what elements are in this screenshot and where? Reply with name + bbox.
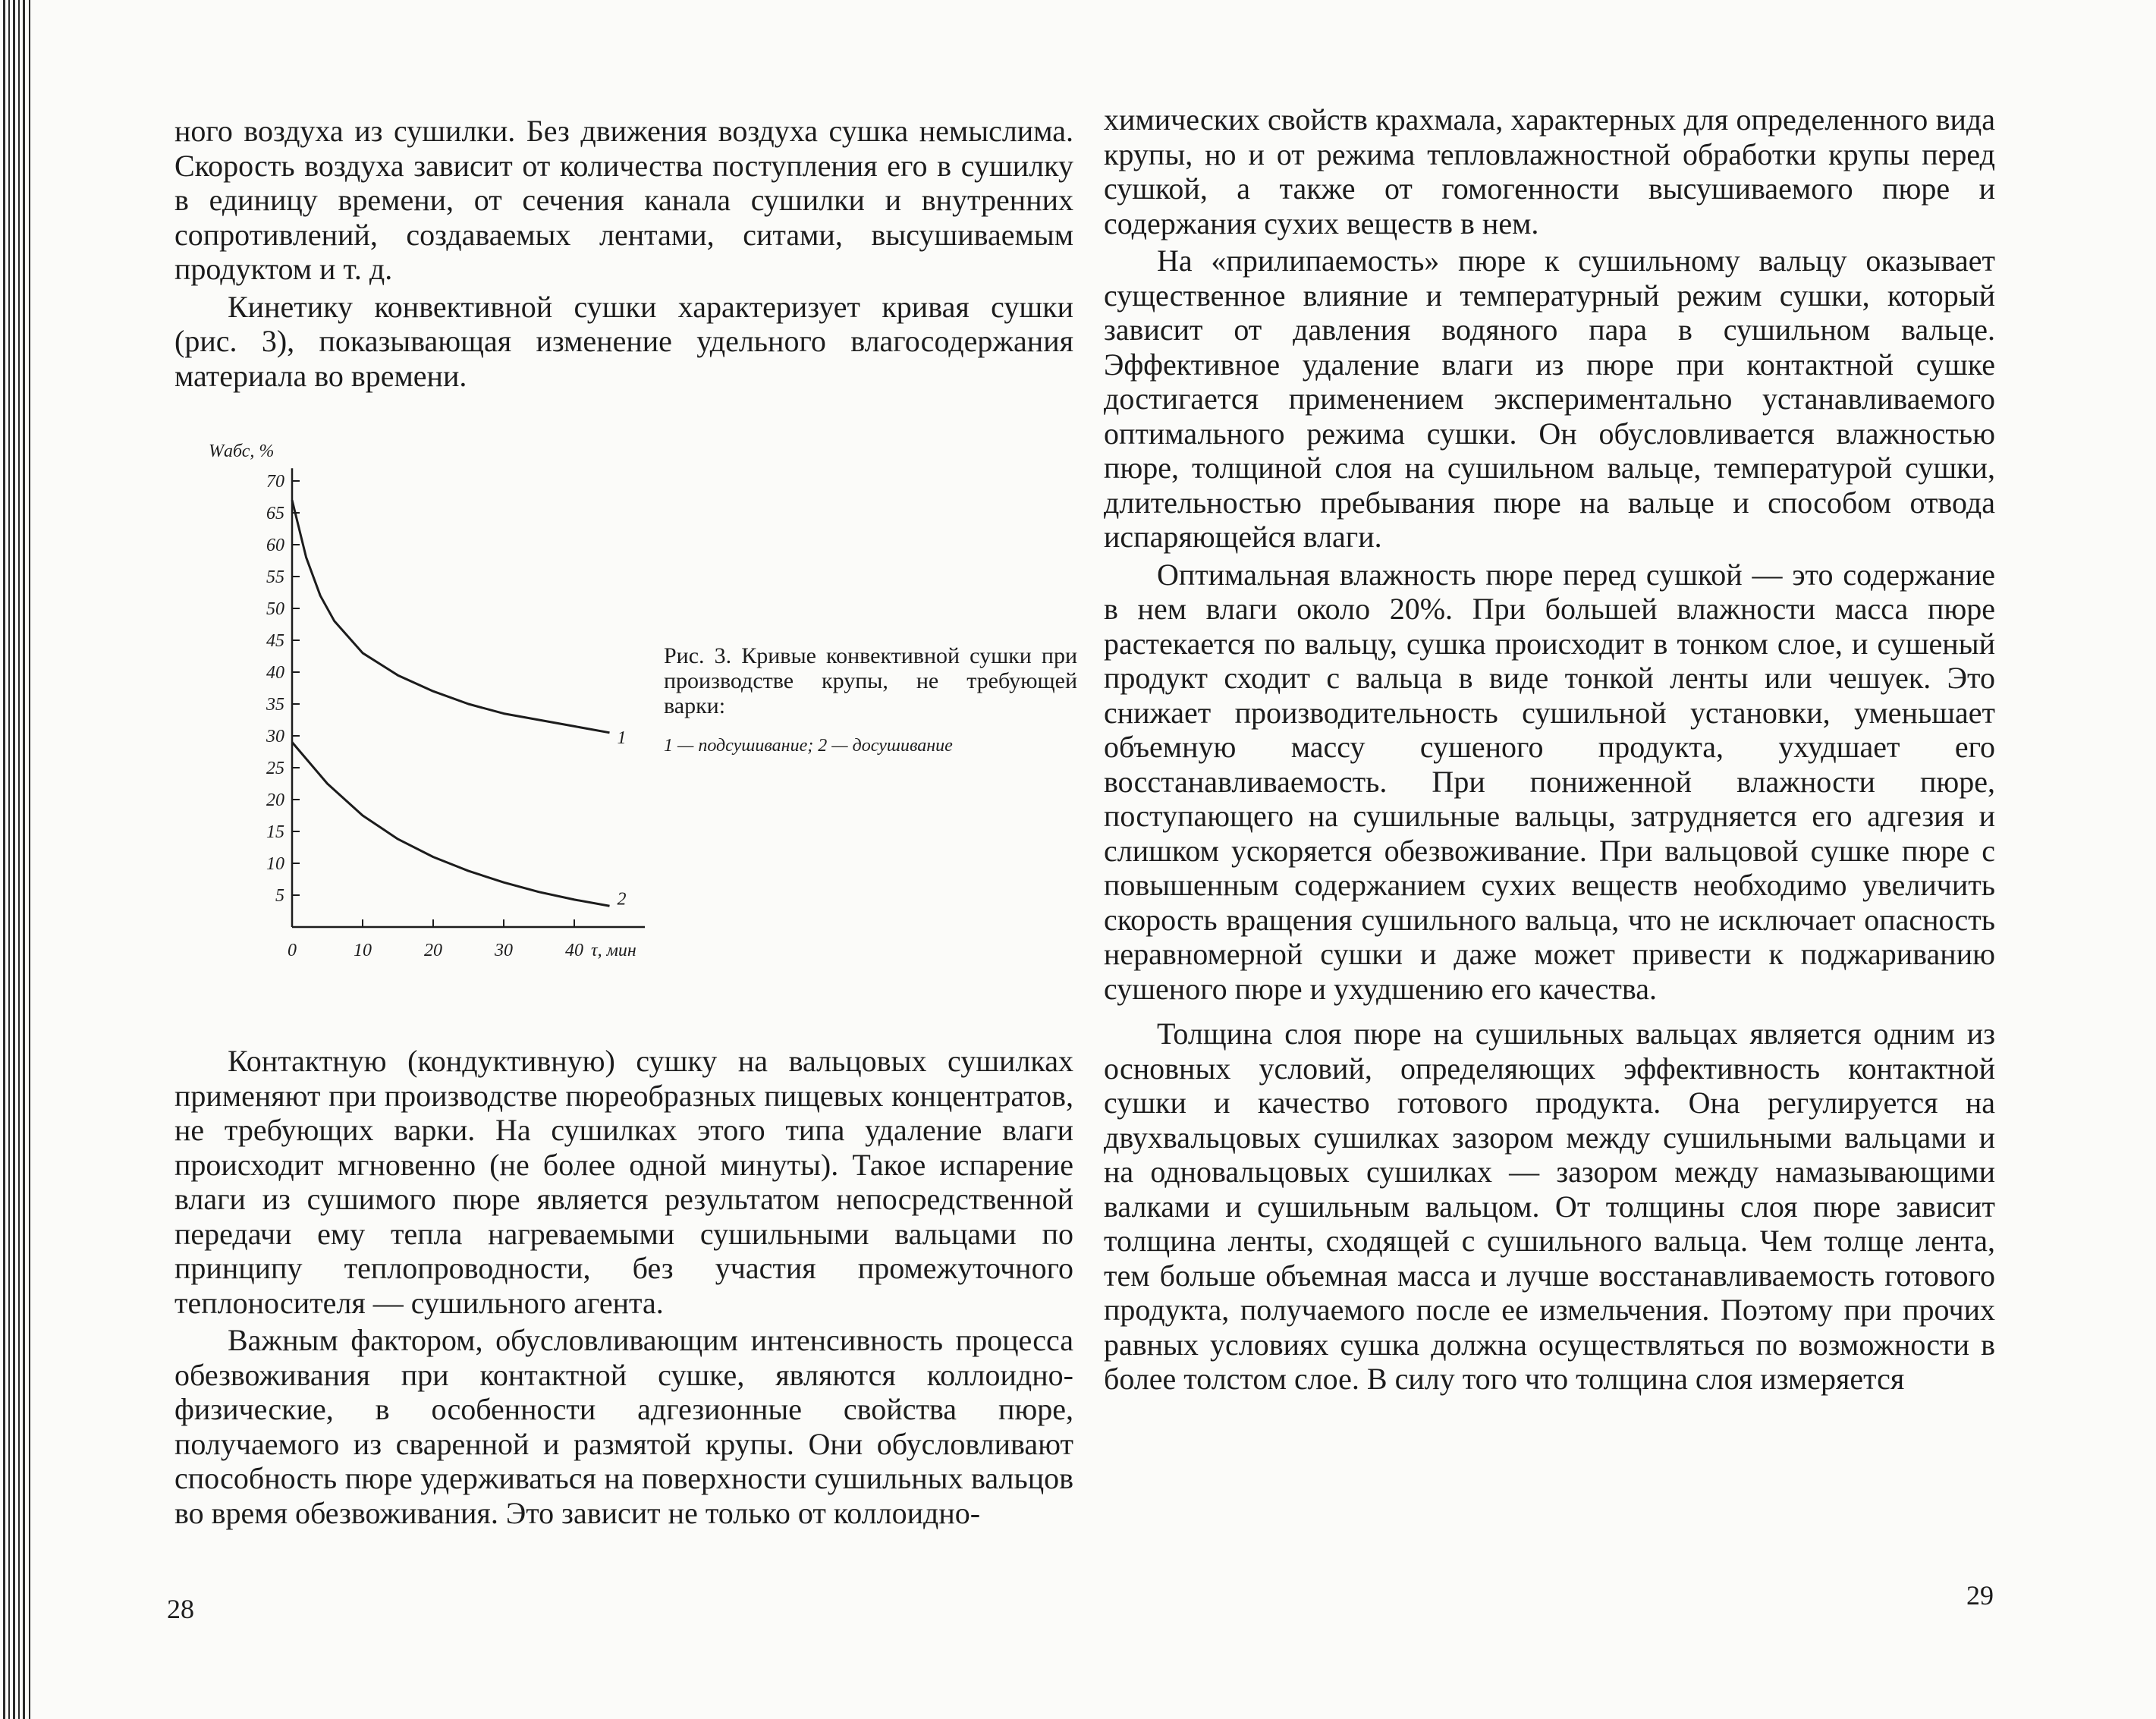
series-1-line bbox=[292, 500, 610, 733]
book-binding-edge bbox=[0, 0, 35, 1719]
y-axis-label: Wабс, % bbox=[209, 442, 275, 462]
y-tick-label: 60 bbox=[266, 536, 284, 555]
x-tick-label: 10 bbox=[354, 941, 372, 960]
series-2-label: 2 bbox=[617, 889, 627, 910]
figure-caption: Рис. 3. Кривые конвективной сушки при производстве крупы, не требующей варки: bbox=[664, 643, 1077, 718]
y-tick-label: 20 bbox=[266, 790, 284, 810]
y-tick-label: 25 bbox=[266, 759, 284, 778]
right-paragraph-4: Толщина слоя пюре на сушильных вальцах является одним из основных условий, определяющих эффективность контактной сушки и качество готового продукта. Она регулируется на двухвальцовых сушилках зазором между сушильными вальцами и на одновальцовых сушилках — зазором между намазывающими валками и сушильным вальцом. От толщины слоя пюре зависит толщина ленты, сходящей с сушильного вальца. Чем толще лента, тем больше объемная масса и лучше восстанавливаемость готового продукта, получаемого после ее измельчения. Поэтому при прочих равных условиях сушка должна осуществляться по возможности в более толстом слое. В силу того что толщина слоя измеряется bbox=[1104, 1017, 1995, 1396]
x-tick-label: 30 bbox=[495, 941, 513, 960]
y-tick-label: 5 bbox=[275, 886, 284, 906]
series-1-label: 1 bbox=[617, 728, 627, 748]
figure-3 bbox=[174, 440, 1077, 971]
y-tick-label: 10 bbox=[266, 854, 284, 874]
x-tick-label: 20 bbox=[424, 941, 442, 960]
x-axis-label: τ, мин bbox=[591, 941, 636, 960]
y-tick-label: 70 bbox=[266, 472, 284, 492]
series-2-line bbox=[292, 742, 610, 906]
x-tick-label: 0 bbox=[288, 941, 297, 960]
y-tick-label: 45 bbox=[266, 631, 284, 651]
y-tick-label: 30 bbox=[266, 727, 284, 746]
y-tick-label: 35 bbox=[266, 695, 284, 715]
y-tick-label: 55 bbox=[266, 567, 284, 587]
left-page-bottom bbox=[174, 1044, 1073, 1530]
figure-legend: 1 — подсушивание; 2 — досушивание bbox=[664, 736, 953, 756]
right-page bbox=[1104, 102, 1995, 1397]
left-paragraph-1: ного воздуха из сушилки. Без движения воздуха сушка немыслима. Скорость воздуха зависит от количества поступления его в сушилку в единицу времени, от сечения канала сушилки и внутренних сопротивлений, создаваемых лентами, ситами, высушиваемым продуктом и т. д. bbox=[174, 114, 1073, 286]
left-paragraph-3: Контактную (кондуктивную) сушку на вальцовых сушилках применяют при производстве пюреобразных пищевых концентратов, не требующих варки. На сушилках этого типа удаление влаги происходит мгновенно (не более одной минуты). Такое испарение влаги из сушимого пюре является результатом непосредственной передачи ему тепла нагреваемыми сушильными вальцами по принципу теплопроводности, без участия промежуточного теплоносителя — сушильного агента. bbox=[174, 1044, 1073, 1320]
right-paragraph-3: Оптимальная влажность пюре перед сушкой — это содержание в нем влаги около 20%. При большей влажности масса пюре растекается по вальцу, сушка происходит в тонком слое, и сушеный продукт сходит с вальца в виде тонкой ленты или чешуек. Это снижает производительность сушильной установки, уменьшает объемную массу сушеного продукта, ухудшает его восстанавливаемость. При пониженной влажности пюре, поступающего на сушильные вальцы, затрудняется его адгезия и слишком ускоряется обезвоживание. При вальцовой сушке пюре с повышенным содержанием сухих веществ необходимо увеличить скорость вращения сушильного вальца, что не исключает опасность неравномерной сушки и даже может привести к поджариванию сушеного пюре и ухудшению его качества. bbox=[1104, 557, 1995, 1006]
y-tick-label: 15 bbox=[266, 822, 284, 842]
drying-curves-chart bbox=[174, 440, 660, 971]
x-tick-label: 40 bbox=[565, 941, 583, 960]
page-number-right: 29 bbox=[1966, 1580, 1994, 1611]
y-tick-label: 40 bbox=[266, 663, 284, 683]
y-tick-label: 65 bbox=[266, 504, 284, 523]
left-page bbox=[174, 114, 1073, 393]
right-paragraph-1: химических свойств крахмала, характерных для определенного вида крупы, но и от режима тепловлажностной обработки крупы перед сушкой, а также от гомогенности высушиваемого пюре и содержания сухих веществ в нем. bbox=[1104, 102, 1995, 240]
right-paragraph-2: На «прилипаемость» пюре к сушильному вальцу оказывает существенное влияние и температурный режим сушки, который зависит от давления водяного пара в сушильном вальце. Эффективное удаление влаги из пюре при контактной сушке достигается применением экспериментально устанавливаемого оптимального режима сушки. Он обусловливается влажностью пюре, толщиной слоя на сушильном вальце, температурой сушки, длительностью пребывания пюре на вальце и способом отвода испаряющейся влаги. bbox=[1104, 244, 1995, 554]
page-number-left: 28 bbox=[167, 1594, 194, 1624]
left-paragraph-4: Важным фактором, обусловливающим интенсивность процесса обезвоживания при контактной сушке, являются коллоидно-физические, в особенности адгезионные свойства пюре, получаемого из сваренной и размятой крупы. Они обусловливают способность пюре удерживаться на поверхности сушильных вальцов во время обезвоживания. Это зависит не только от коллоидно- bbox=[174, 1323, 1073, 1530]
y-tick-label: 50 bbox=[266, 599, 284, 619]
left-paragraph-2: Кинетику конвективной сушки характеризует кривая сушки (рис. 3), показывающая изменение удельного влагосодержания материала во времени. bbox=[174, 289, 1073, 393]
